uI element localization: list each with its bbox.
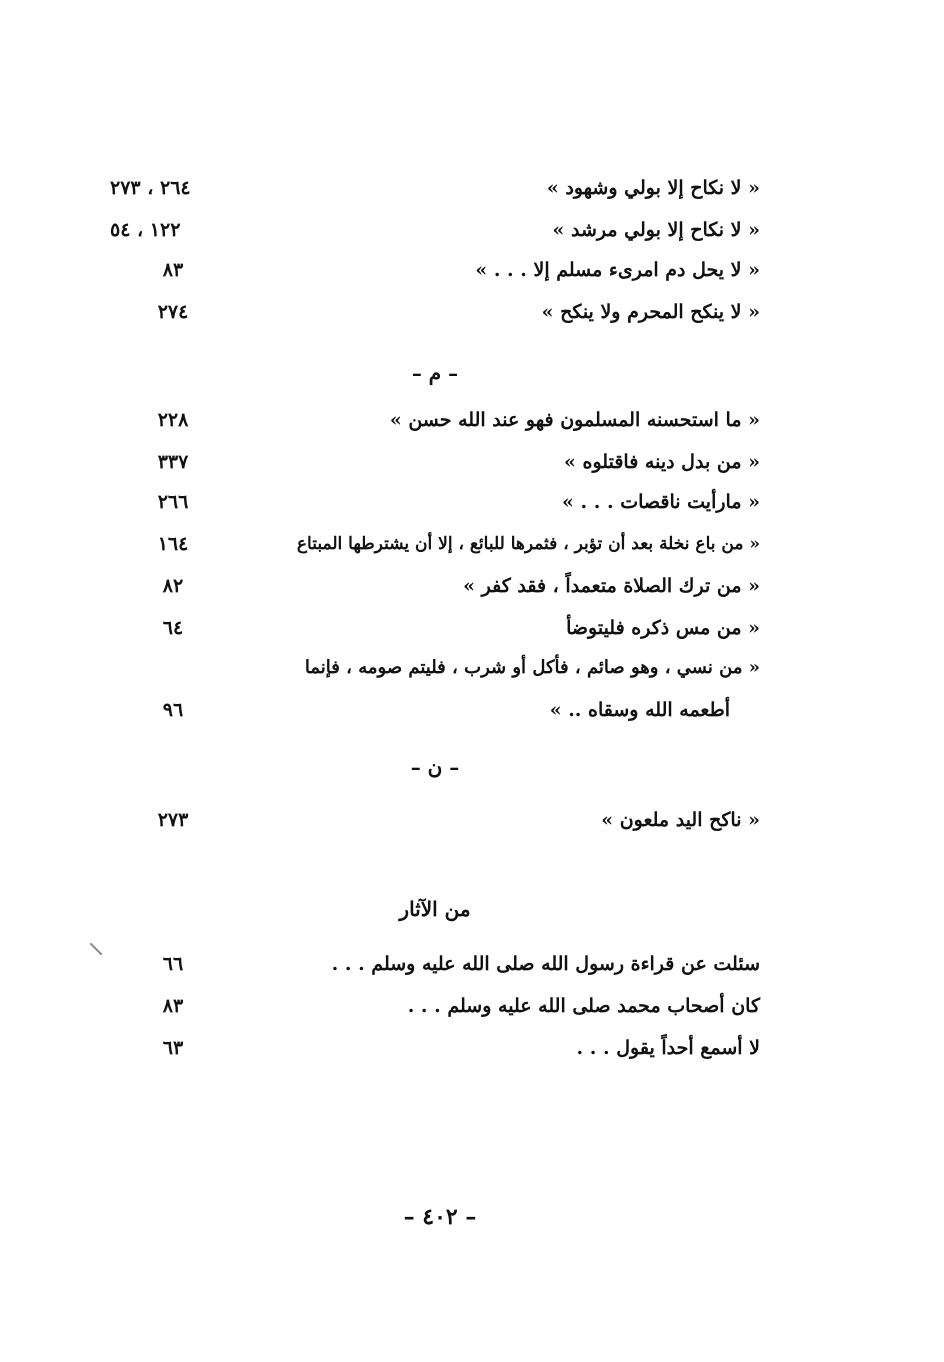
- index-entry: [110, 944, 760, 984]
- hadith-text: « ما استحسنه المسلمون فهو عند الله حسن »: [389, 409, 760, 431]
- index-entry: [110, 482, 760, 522]
- index-entry: [110, 566, 760, 606]
- index-entry: [110, 648, 760, 688]
- page-refs: ٢٦٤ ، ٢٧٣: [110, 177, 191, 199]
- section-heading: من الآثار: [399, 897, 471, 921]
- athar-text: كان أصحاب محمد صلى الله عليه وسلم . . .: [407, 995, 760, 1017]
- index-entry-continuation: [110, 690, 760, 730]
- index-entry: [110, 800, 760, 840]
- page-refs: ٢٧٣: [157, 809, 189, 831]
- page-refs: ٩٦: [162, 699, 184, 721]
- hadith-text: « من ترك الصلاة متعمداً ، فقد كفر »: [463, 575, 760, 597]
- index-entry: [110, 292, 760, 332]
- index-entry: [110, 168, 760, 208]
- hadith-text: « من بدل دينه فاقتلوه »: [564, 451, 760, 473]
- hadith-text: « من نسي ، وهو صائم ، فأكل أو شرب ، فليتم صومه ، فإنما: [304, 657, 760, 678]
- page-refs: ٨٣: [162, 995, 184, 1017]
- page-refs: ٦٤: [162, 617, 184, 639]
- index-entry: [110, 400, 760, 440]
- page-refs: ٢٢٨: [157, 409, 189, 431]
- hadith-text: « لا نكاح إلا بولي وشهود »: [546, 177, 760, 199]
- section-heading: – ن –: [410, 755, 460, 779]
- page-refs: ١٢٢ ، ٥٤: [110, 219, 181, 241]
- hadith-text: « من باع نخلة بعد أن تؤبر ، فثمرها للبائع ، إلا أن يشترطها المبتاع: [296, 534, 760, 554]
- page-refs: ٨٣: [162, 259, 184, 281]
- athar-text: لا أسمع أحداً يقول . . .: [576, 1037, 760, 1059]
- section-heading: – م –: [411, 361, 459, 385]
- page-refs: ٢٦٦: [157, 491, 189, 513]
- hadith-text: « لا ينكح المحرم ولا ينكح »: [541, 301, 760, 323]
- page-refs: ٨٢: [162, 575, 184, 597]
- index-entry: [110, 442, 760, 482]
- index-entry: [110, 250, 760, 290]
- page-refs: ٢٧٤: [157, 301, 189, 323]
- hadith-text: « من مس ذكره فليتوضأ: [566, 617, 760, 639]
- index-entry: [110, 210, 760, 250]
- hadith-text: « مارأيت ناقصات . . . »: [562, 491, 760, 513]
- hadith-text: أطعمه الله وسقاه .. »: [549, 699, 730, 721]
- stray-mark: [90, 943, 103, 956]
- page-refs: ٦٣: [162, 1037, 184, 1059]
- index-entry: [110, 986, 760, 1026]
- page-refs: ٣٣٧: [157, 451, 189, 473]
- page-refs: ١٦٤: [157, 533, 189, 555]
- hadith-text: « لا يحل دم امرىء مسلم إلا . . . »: [475, 259, 760, 281]
- athar-text: سئلت عن قراءة رسول الله صلى الله عليه وسلم . . .: [331, 953, 760, 975]
- page-number: – ٤٠٢ –: [403, 1204, 477, 1230]
- hadith-text: « لا نكاح إلا بولي مرشد »: [552, 219, 760, 241]
- index-entry: [110, 1028, 760, 1068]
- page-refs: ٦٦: [162, 953, 184, 975]
- index-entry: [110, 608, 760, 648]
- index-entry: [110, 524, 760, 564]
- hadith-text: « ناكح اليد ملعون »: [601, 809, 760, 831]
